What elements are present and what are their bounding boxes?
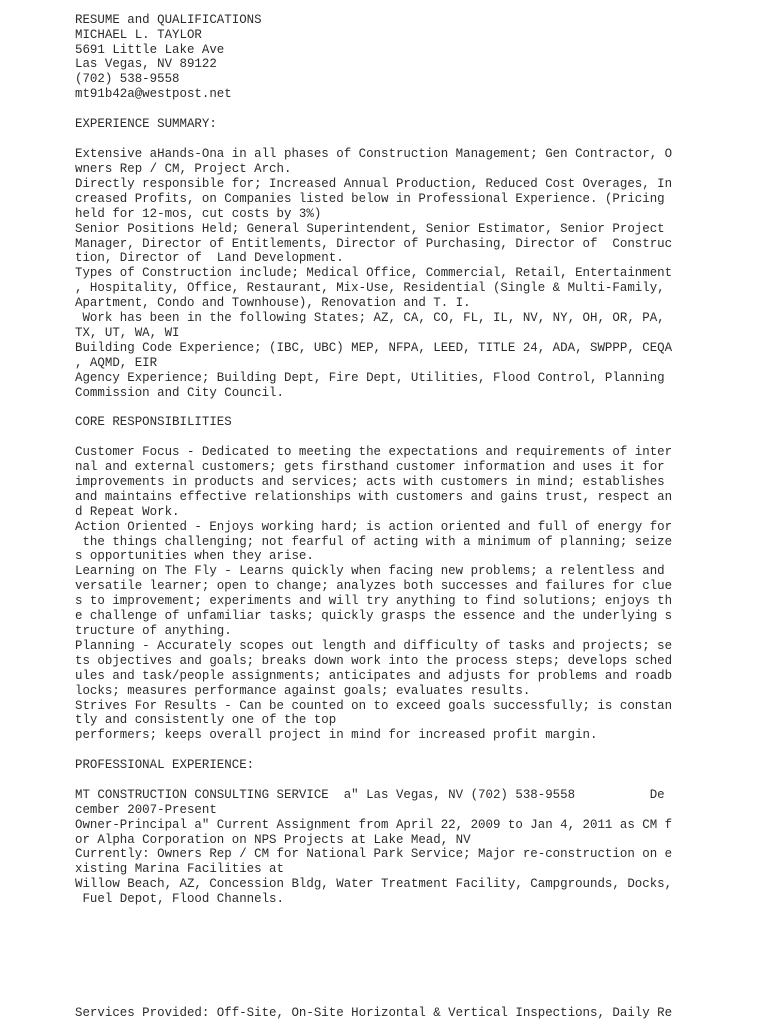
email-address: mt91b42a@westpost.net xyxy=(75,87,232,101)
summary-line: Building Code Experience; (IBC, UBC) MEP, NFPA, LEED, TITLE 24, ADA, SWPPP, CEQA xyxy=(75,341,673,355)
responsibility-line: Strives For Results - Can be counted on to exceed goals successfully; is constan xyxy=(75,699,673,713)
summary-line: Manager, Director of Entitlements, Director of Purchasing, Director of Construc xyxy=(75,237,673,251)
responsibility-line: Action Oriented - Enjoys working hard; is action oriented and full of energy for xyxy=(75,520,673,534)
responsibility-line: performers; keeps overall project in mind for increased profit margin. xyxy=(75,728,598,742)
responsibility-line: e challenge of unfamiliar tasks; quickly grasps the essence and the underlying s xyxy=(75,609,673,623)
summary-line: Apartment, Condo and Townhouse), Renovation and T. I. xyxy=(75,296,471,310)
experience-line: xisting Marina Facilities at xyxy=(75,862,284,876)
summary-line: Directly responsible for; Increased Annual Production, Reduced Cost Overages, In xyxy=(75,177,673,191)
street-address: 5691 Little Lake Ave xyxy=(75,43,225,57)
responsibility-line: s opportunities when they arise. xyxy=(75,549,314,563)
responsibility-line: d Repeat Work. xyxy=(75,505,180,519)
summary-line: , AQMD, EIR xyxy=(75,356,158,370)
experience-line: Currently: Owners Rep / CM for National Park Service; Major re-construction on e xyxy=(75,847,673,861)
summary-line: Senior Positions Held; General Superintendent, Senior Estimator, Senior Project xyxy=(75,222,665,236)
responsibility-line: locks; measures performance against goals; evaluates results. xyxy=(75,684,531,698)
summary-line: TX, UT, WA, WI xyxy=(75,326,180,340)
summary-line: , Hospitality, Office, Restaurant, Mix-Use, Residential (Single & Multi-Family, xyxy=(75,281,665,295)
candidate-name: MICHAEL L. TAYLOR xyxy=(75,28,202,42)
experience-line: Owner-Principal a" Current Assignment from April 22, 2009 to Jan 4, 2011 as CM f xyxy=(75,818,673,832)
responsibility-line: s to improvement; experiments and will try anything to find solutions; enjoys th xyxy=(75,594,673,608)
summary-line: creased Profits, on Companies listed below in Professional Experience. (Pricing xyxy=(75,192,665,206)
responsibility-line: tructure of anything. xyxy=(75,624,232,638)
summary-line: Agency Experience; Building Dept, Fire Dept, Utilities, Flood Control, Planning xyxy=(75,371,665,385)
responsibility-line: versatile learner; open to change; analyzes both successes and failures for clue xyxy=(75,579,673,593)
responsibility-line: ts objectives and goals; breaks down work into the process steps; develops sched xyxy=(75,654,673,668)
responsibility-line: the things challenging; not fearful of acting with a minimum of planning; seize xyxy=(75,535,673,549)
responsibility-line: Customer Focus - Dedicated to meeting the expectations and requirements of inter xyxy=(75,445,673,459)
responsibility-line: nal and external customers; gets firsthand customer information and uses it for xyxy=(75,460,665,474)
phone-number: (702) 538-9558 xyxy=(75,72,180,86)
experience-line: cember 2007-Present xyxy=(75,803,217,817)
responsibility-line: Planning - Accurately scopes out length and difficulty of tasks and projects; se xyxy=(75,639,673,653)
summary-line: held for 12-mos, cut costs by 3%) xyxy=(75,207,322,221)
summary-line: Types of Construction include; Medical Office, Commercial, Retail, Entertainment xyxy=(75,266,673,280)
summary-line: tion, Director of Land Development. xyxy=(75,251,344,265)
resume-title: RESUME and QUALIFICATIONS xyxy=(75,13,262,27)
summary-line: Commission and City Council. xyxy=(75,386,284,400)
experience-line: Willow Beach, AZ, Concession Bldg, Water Treatment Facility, Campgrounds, Docks, xyxy=(75,877,673,891)
responsibility-line: Learning on The Fly - Learns quickly when facing new problems; a relentless and xyxy=(75,564,665,578)
professional-experience-heading: PROFESSIONAL EXPERIENCE: xyxy=(75,758,255,772)
experience-line: Fuel Depot, Flood Channels. xyxy=(75,892,284,906)
experience-line: or Alpha Corporation on NPS Projects at Lake Mead, NV xyxy=(75,833,471,847)
core-responsibilities-heading: CORE RESPONSIBILITIES xyxy=(75,415,232,429)
summary-line: Work has been in the following States; AZ, CA, CO, FL, IL, NV, NY, OH, OR, PA, xyxy=(75,311,665,325)
summary-line: Extensive aHands-Ona in all phases of Construction Management; Gen Contractor, O xyxy=(75,147,673,161)
city-state-zip: Las Vegas, NV 89122 xyxy=(75,57,217,71)
summary-line: wners Rep / CM, Project Arch. xyxy=(75,162,292,176)
experience-line: MT CONSTRUCTION CONSULTING SERVICE a" Las Vegas, NV (702) 538-9558 De xyxy=(75,788,665,802)
experience-summary-heading: EXPERIENCE SUMMARY: xyxy=(75,117,217,131)
responsibility-line: improvements in products and services; acts with customers in mind; establishes xyxy=(75,475,665,489)
responsibility-line: and maintains effective relationships with customers and gains trust, respect an xyxy=(75,490,673,504)
responsibility-line: tly and consistently one of the top xyxy=(75,713,337,727)
services-provided-line: Services Provided: Off-Site, On-Site Horizontal & Vertical Inspections, Daily Re xyxy=(75,1006,673,1020)
responsibility-line: ules and task/people assignments; anticipates and adjusts for problems and roadb xyxy=(75,669,673,683)
